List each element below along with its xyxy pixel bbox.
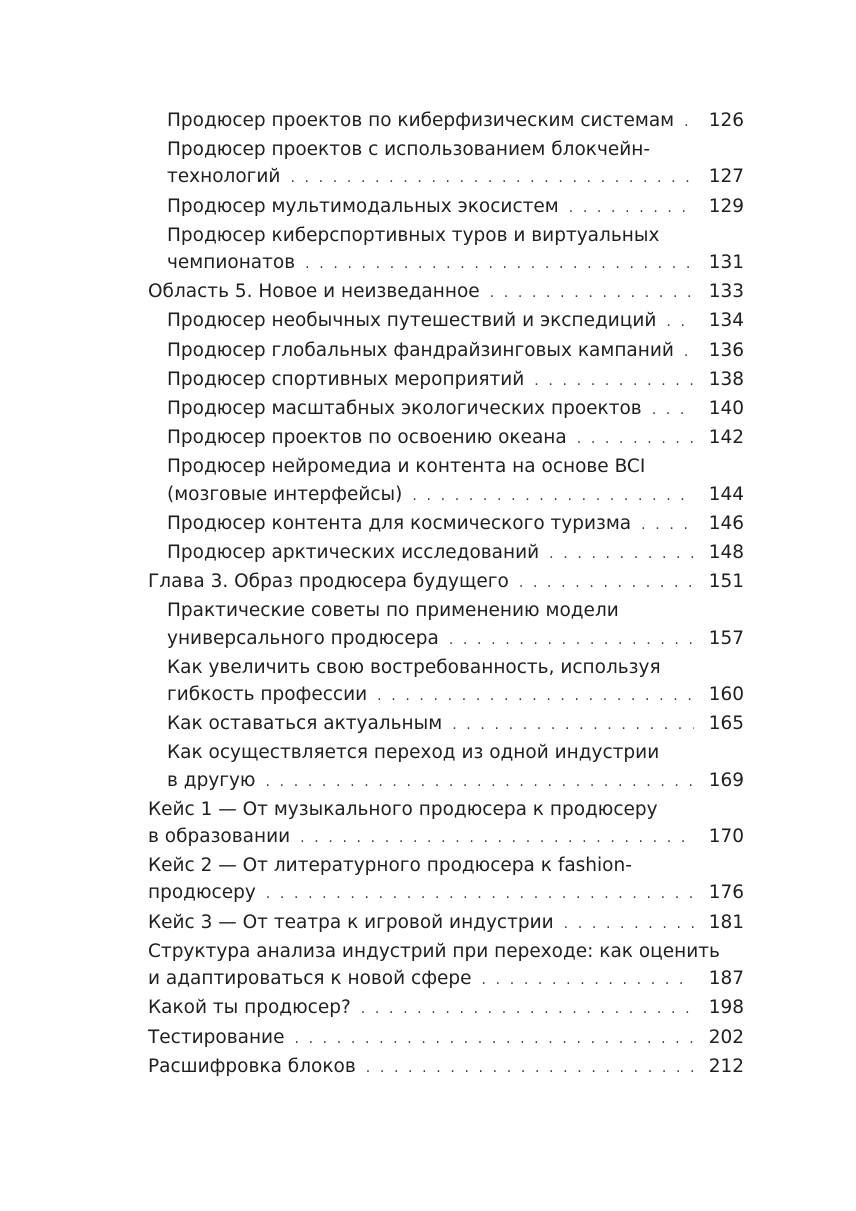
page-number: 134: [708, 310, 744, 332]
toc-entry-title-line: Кейс 2 — От литературного продюсера к fashion-: [148, 855, 632, 877]
toc-entry-title: в другую: [167, 769, 256, 791]
dot-leader: [534, 368, 694, 395]
toc-entry: [148, 337, 744, 366]
page-number: 202: [708, 1026, 744, 1048]
toc-entry: [148, 1024, 744, 1053]
page-number: 212: [708, 1055, 744, 1077]
toc-entry-title: Продюсер мультимодальных экосистем: [167, 195, 559, 217]
toc-entry-line: [167, 395, 744, 424]
page-number: 187: [708, 968, 744, 990]
dot-leader: [482, 967, 694, 994]
page-number: 181: [708, 911, 744, 933]
toc-entry-title: Продюсер проектов по освоению океана: [167, 427, 567, 449]
toc-entry-line: [167, 510, 744, 539]
page-number: 176: [708, 882, 744, 904]
toc-entry-line: [167, 249, 744, 278]
toc-entry: [148, 307, 744, 336]
page-number: 146: [708, 512, 744, 534]
toc-entry: [148, 395, 744, 424]
dot-leader: [294, 1026, 694, 1053]
page-number: 140: [708, 398, 744, 420]
page-number: 131: [708, 252, 744, 274]
toc-entry-title: Продюсер контента для космического туризма: [167, 512, 632, 534]
toc-entry: [148, 510, 744, 539]
page-number: 198: [708, 997, 744, 1019]
toc-entry: [148, 909, 744, 938]
toc-entry: [148, 366, 744, 395]
toc-entry-title: Продюсер арктических исследований: [167, 542, 540, 564]
dot-leader: [666, 309, 694, 336]
toc-entry-line: [148, 965, 744, 994]
toc-entry-line: [167, 307, 744, 336]
page-number: 127: [708, 166, 744, 188]
dot-leader: [366, 1055, 694, 1082]
toc-entry: [148, 852, 744, 908]
page-number: 144: [708, 483, 744, 505]
toc-entry: [148, 136, 744, 192]
dot-leader: [641, 512, 694, 539]
toc-entry-line: [167, 366, 744, 395]
toc-entry-line: [167, 193, 744, 222]
page-number: 138: [708, 368, 744, 390]
toc-entry: [148, 453, 744, 509]
toc-entry-title: универсального продюсера: [167, 627, 439, 649]
toc-entry-line: [148, 879, 744, 908]
toc-entry: [148, 222, 744, 278]
toc-entry-title: в образовании: [148, 826, 291, 848]
toc-entry-title-line: Продюсер нейромедиа и контента на основе BCI: [167, 456, 646, 478]
dot-leader: [452, 712, 694, 739]
toc-entry-title: Какой ты продюсер?: [148, 997, 351, 1019]
dot-leader: [449, 627, 694, 654]
dot-leader: [300, 825, 694, 852]
toc-entry-line: [167, 710, 744, 739]
toc-entry-line: [167, 337, 744, 366]
page-number: 170: [708, 826, 744, 848]
page-number: 165: [708, 713, 744, 735]
toc-entry-title: Область 5. Новое и неизведанное: [148, 281, 480, 303]
toc-entry-line: [148, 1053, 744, 1082]
toc-entry-line: [167, 767, 744, 796]
toc-entry-title-line: Практические советы по применению модели: [167, 600, 619, 622]
page-number: 129: [708, 195, 744, 217]
toc-entry-line: [167, 681, 744, 710]
toc-entry: [148, 938, 744, 994]
toc-entry-line: [167, 424, 744, 453]
toc-entry: [148, 1053, 744, 1082]
toc-entry: [148, 539, 744, 568]
dot-leader: [412, 483, 694, 510]
toc-entry-title: и адаптироваться к новой сфере: [148, 968, 472, 990]
toc-entry-title: Расшифровка блоков: [148, 1055, 356, 1077]
dot-leader: [684, 109, 694, 136]
dot-leader: [549, 541, 694, 568]
toc-entry-line: [148, 1024, 744, 1053]
toc-entry-title: Продюсер необычных путешествий и экспедиций: [167, 310, 657, 332]
page-number: 151: [708, 571, 744, 593]
toc-entry-title: Кейс 3 — От театра к игровой индустрии: [148, 911, 554, 933]
toc-entry: [148, 278, 744, 307]
toc-entry-title-line: Как осуществляется переход из одной индустрии: [167, 742, 660, 764]
page-number: 136: [708, 339, 744, 361]
toc-entry-title: Как оставаться актуальным: [167, 713, 443, 735]
page-number: 148: [708, 542, 744, 564]
toc-entry-line: [148, 568, 744, 597]
page-number: 169: [708, 769, 744, 791]
toc-entry-title: чемпионатов: [167, 252, 296, 274]
dot-leader: [564, 911, 694, 938]
toc-entry-title: Продюсер масштабных экологических проектов: [167, 398, 642, 420]
toc-entry: [148, 739, 744, 795]
toc-entry-title: (мозговые интерфейсы): [167, 483, 403, 505]
toc-entry-title-line: Кейс 1 — От музыкального продюсера к продюсеру: [148, 798, 658, 820]
toc-entry: [148, 654, 744, 710]
dot-leader: [305, 251, 694, 278]
toc-entry: [148, 424, 744, 453]
dot-leader: [290, 165, 694, 192]
dot-leader: [266, 769, 694, 796]
toc-entry-title-line: Структура анализа индустрий при переходе: как оценить: [148, 940, 720, 962]
toc-entry-title-line: Как увеличить свою востребованность, используя: [167, 656, 661, 678]
toc-entry-line: [167, 163, 744, 192]
toc-entry-line: [167, 625, 744, 654]
toc-entry: [148, 193, 744, 222]
toc-entry: [148, 994, 744, 1023]
toc-entry-title: продюсеру: [148, 882, 256, 904]
toc-entry-title-line: Продюсер киберспортивных туров и виртуальных: [167, 224, 660, 246]
toc-entry-title: Продюсер проектов по киберфизическим системам: [167, 110, 675, 131]
toc-entry-line: [148, 994, 744, 1023]
toc-entry-title: Тестирование: [148, 1026, 285, 1048]
toc-entry-title-line: Продюсер проектов с использованием блокчейн-: [167, 139, 651, 161]
toc-entry-title: Продюсер глобальных фандрайзинговых кампаний: [167, 339, 674, 361]
dot-leader: [569, 195, 694, 222]
toc-entry: [148, 568, 744, 597]
toc-entry-line: [148, 823, 744, 852]
dot-leader: [684, 339, 694, 366]
page-number: 126: [708, 110, 744, 131]
toc-entry-line: [167, 481, 744, 510]
dot-leader: [577, 426, 694, 453]
dot-leader: [266, 881, 694, 908]
page-number: 160: [708, 684, 744, 706]
toc-entry-line: [148, 909, 744, 938]
toc-entry-line: [148, 278, 744, 307]
dot-leader: [490, 280, 694, 307]
page-number: 133: [708, 281, 744, 303]
toc-entry-line: [167, 539, 744, 568]
dot-leader: [377, 683, 694, 710]
page-number: 142: [708, 427, 744, 449]
table-of-contents: [148, 107, 744, 1082]
page-number: 157: [708, 627, 744, 649]
toc-entry-title: гибкость профессии: [167, 684, 368, 706]
toc-entry-title: Глава 3. Образ продюсера будущего: [148, 571, 509, 593]
toc-entry-title: Продюсер спортивных мероприятий: [167, 368, 525, 390]
dot-leader: [519, 570, 694, 597]
dot-leader: [652, 397, 694, 424]
dot-leader: [361, 996, 694, 1023]
toc-entry-line: [167, 107, 744, 136]
toc-entry: [148, 796, 744, 852]
toc-entry: [148, 107, 744, 136]
toc-entry: [148, 597, 744, 653]
toc-entry: [148, 710, 744, 739]
toc-entry-title: технологий: [167, 166, 281, 188]
